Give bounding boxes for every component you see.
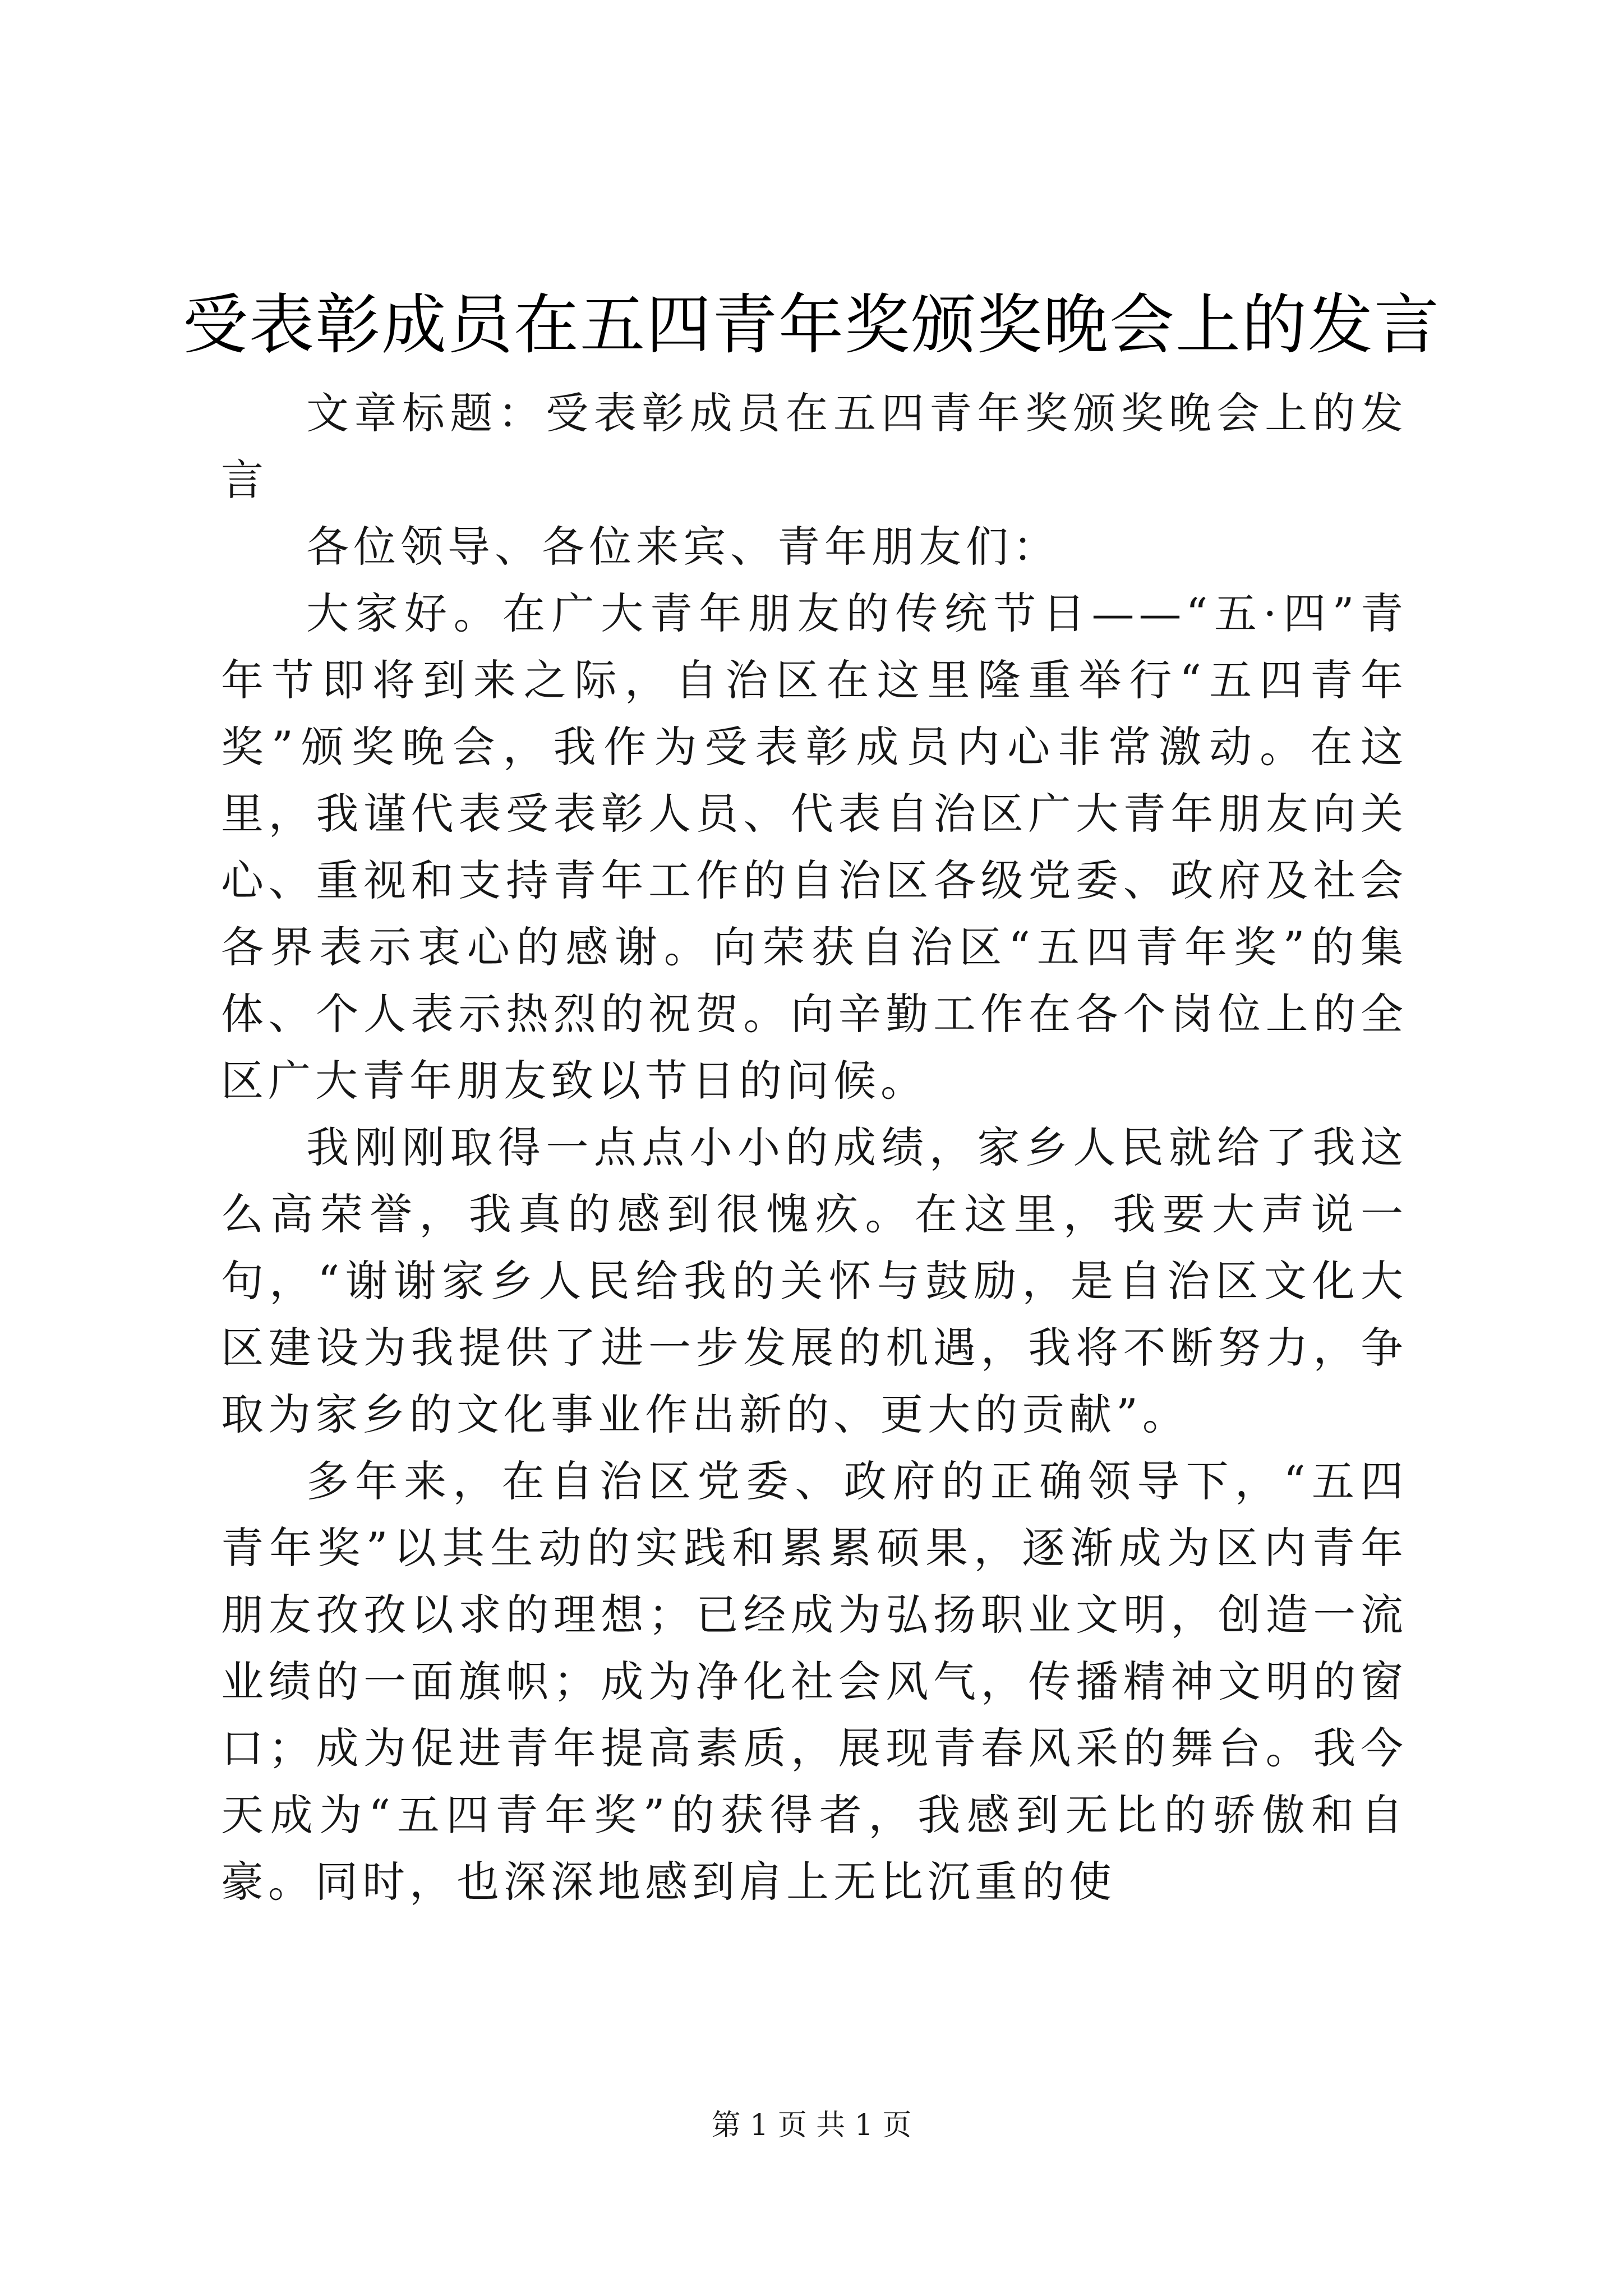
page-footer: 第 1 页 共 1 页: [711, 2109, 912, 2142]
paragraph-greeting: 大家好。在广大青年朋友的传统节日——“五·四”青年节即将到来之际，自治区在这里隆重举行“五四青年奖”颁奖晚会，我作为受表彰成员内心非常激动。在这里，我谨代表受表彰人员、代表自治区广大青年朋友向关心、重视和支持青年工作的自治区各级党委、政府及社会各界表示衷心的感谢。向荣获自治区“五四青年奖”的集体、个人表示热烈的祝贺。向辛勤工作在各个岗位上的全区广大青年朋友致以节日的问候。: [221, 588, 1408, 1106]
document-body: [221, 380, 1408, 1915]
paragraph-award-significance: 多年来，在自治区党委、政府的正确领导下，“五四青年奖”以其生动的实践和累累硕果，逐渐成为区内青年朋友孜孜以求的理想；已经成为弘扬职业文明，创造一流业绩的一面旗帜；成为净化社会风气，传播精神文明的窗口；成为促进青年提高素质，展现青春风采的舞台。我今天成为“五四青年奖”的获得者，我感到无比的骄傲和自豪。同时，也深深地感到肩上无比沉重的使: [221, 1456, 1408, 1907]
paragraph-article-title: 文章标题：受表彰成员在五四青年奖颁奖晚会上的发言: [221, 388, 1408, 505]
paragraph-salutation: 各位领导、各位来宾、青年朋友们：: [306, 522, 1060, 572]
paragraph-gratitude: 我刚刚取得一点点小小的成绩，家乡人民就给了我这么高荣誉，我真的感到很愧疚。在这里，我要大声说一句，“谢谢家乡人民给我的关怀与鼓励，是自治区文化大区建设为我提供了进一步发展的机遇，我将不断努力，争取为家乡的文化事业作出新的、更大的贡献”。: [221, 1122, 1408, 1439]
document-title: 受表彰成员在五四青年奖颁奖晚会上的发言: [183, 287, 1440, 363]
